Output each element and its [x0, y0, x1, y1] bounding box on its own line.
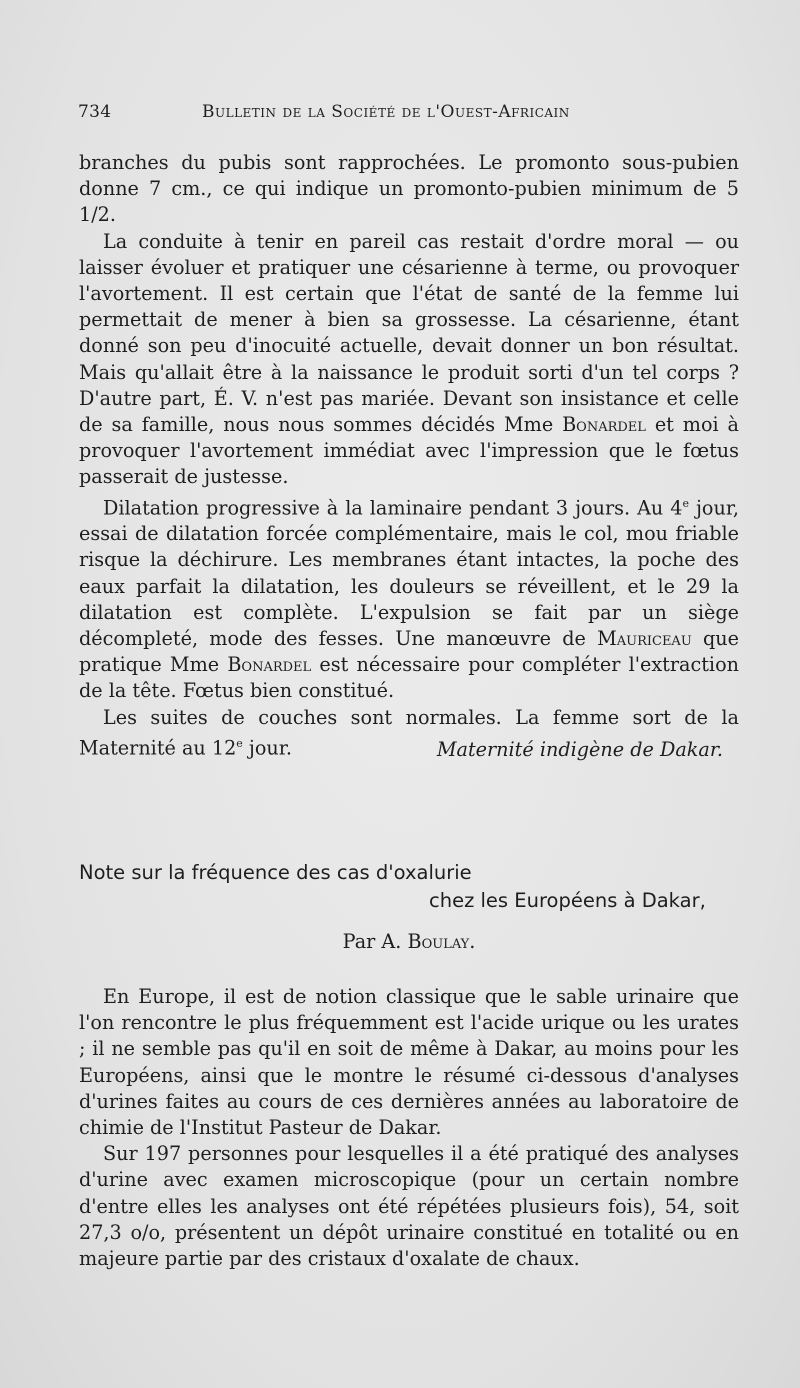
paragraph: Sur 197 personnes pour lesquelles il a été pratiqué des analyses d'urine avec examen microscopique (pour un certain nombre d'entre elles les analyses ont été répétées plusieurs fois), 54, soit 27,3 o/o, présentent un dépôt urinaire constitué en totalité ou en majeure partie par des cristaux d'oxalate de chaux. [79, 1142, 739, 1271]
author-prefix: Par A. [342, 930, 408, 953]
paragraph-text: jour. [242, 736, 292, 760]
paragraph-text: Les suites de couches sont normales. La femme sort de la Maternité au 12 [79, 705, 739, 760]
paragraph-text: La conduite à tenir en pareil cas restait d'ordre moral — ou laisser évoluer et pratiquer une césarienne à terme, ou provoquer l'avortement. Il est certain que l'état de santé de la femme lui permettait de mener à bien sa grossesse. La césarienne, étant donné son peu d'inocuité actuelle, devait donner un bon résultat. Mais qu'allait être à la naissance le produit sorti d'un tel corps ? D'autre part, É. V. n'est pas mariée. Devant son insistance et celle de sa famille, nous nous sommes décidés Mme [79, 229, 739, 437]
note-title-line: Note sur la fréquence des cas d'oxalurie [79, 861, 472, 884]
paragraph [79, 229, 739, 491]
paragraph-text: jour, essai de dilatation forcée complémentaire, mais le col, mou friable risque la déchirure. Les membranes étant intactes, la poche des eaux parfait la dilatation, les douleurs se réveillent, et le 29 la dilatation est complète. L'expulsion se fait par un siège décompleté, mode des fesses. Une manœuvre de [79, 496, 740, 651]
paragraph: branches du pubis sont rapprochées. Le promonto sous-pubien donne 7 cm., ce qui indique un promonto-pubien minimum de 5 1/2. [79, 151, 739, 227]
superscript: e [236, 736, 243, 750]
paragraph-text: et moi à provoquer l'avortement immédiat avec l'impression que le fœtus passerait de justesse. [79, 413, 739, 489]
person-name: Bonardel [562, 413, 646, 437]
paragraph-text: Dilatation progressive à la laminaire pendant 3 jours. Au 4 [103, 496, 683, 520]
person-name: Bonardel [227, 653, 312, 677]
case-signature: Maternité indigène de Dakar. [436, 738, 723, 761]
note-author [79, 930, 739, 953]
page-number: 734 [78, 102, 112, 122]
superscript: e [682, 496, 689, 510]
paragraph-text: est nécessaire pour compléter l'extraction de la tête. Fœtus bien constitué. [79, 653, 739, 703]
person-name: Mauriceau [597, 627, 692, 651]
case-report-body [79, 150, 739, 761]
author-name: Boulay. [407, 930, 476, 953]
paragraph-text: que pratique Mme [79, 627, 739, 677]
journal-title: Bulletin de la Société de l'Ouest-Africain [202, 102, 570, 122]
paragraph: En Europe, il est de notion classique que le sable urinaire que l'on rencontre le plus fréquemment est l'acide urique ou les urates ; il ne semble pas qu'il en soit de même à Dakar, au moins pour les Européens, ainsi que le montre le résumé ci-dessous d'analyses d'urines faites au cours de ces dernières années au laboratoire de chimie de l'Institut Pasteur de Dakar. [79, 985, 739, 1140]
note-body [79, 984, 739, 1272]
note-title-line: chez les Européens à Dakar, [429, 889, 706, 912]
paragraph [79, 491, 739, 705]
